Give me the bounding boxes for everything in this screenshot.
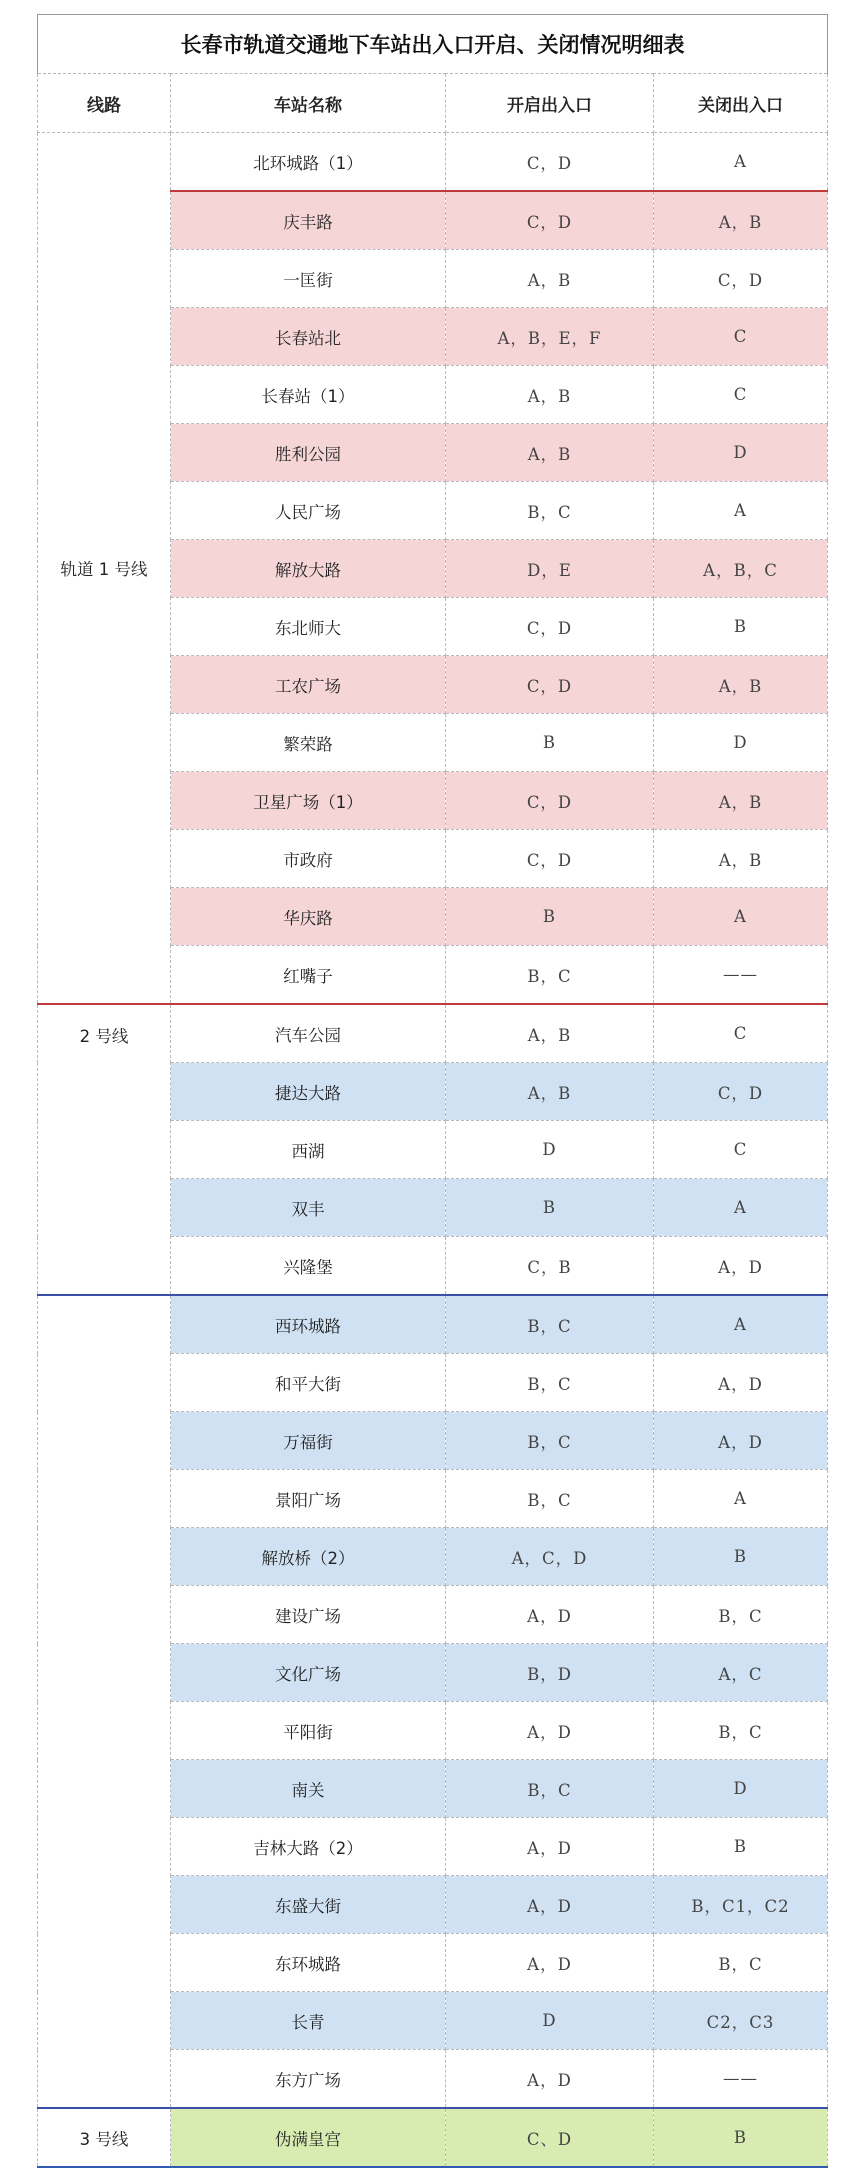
- closed-exits-cell: B，C: [654, 1586, 828, 1644]
- station-name-cell: 一匡街: [171, 250, 446, 308]
- title-row: [38, 15, 828, 74]
- open-exits-cell: C、D: [446, 2108, 654, 2167]
- closed-exits-cell: B，C: [654, 1702, 828, 1760]
- station-name-cell: 和平大街: [171, 1354, 446, 1412]
- line-name-cell: 轨道 1 号线: [38, 133, 171, 1005]
- closed-exits-cell: B: [654, 1818, 828, 1876]
- station-name-cell: 伪满皇宫: [171, 2108, 446, 2167]
- table-row: [38, 133, 828, 192]
- station-name-cell: 市政府: [171, 830, 446, 888]
- closed-exits-cell: A，D: [654, 1354, 828, 1412]
- closed-exits-cell: A: [654, 1470, 828, 1528]
- open-exits-cell: C，D: [446, 830, 654, 888]
- open-exits-cell: A，B: [446, 1004, 654, 1063]
- open-exits-cell: B: [446, 714, 654, 772]
- station-name-cell: 胜利公园: [171, 424, 446, 482]
- open-exits-cell: C，D: [446, 772, 654, 830]
- station-name-cell: 卫星广场（1）: [171, 772, 446, 830]
- station-name-cell: 平阳街: [171, 1702, 446, 1760]
- open-exits-cell: A，D: [446, 1934, 654, 1992]
- open-exits-cell: A，B: [446, 250, 654, 308]
- closed-exits-cell: A: [654, 133, 828, 192]
- closed-exits-cell: C: [654, 366, 828, 424]
- table-row: [38, 2108, 828, 2167]
- station-name-cell: 吉林大路（2）: [171, 1818, 446, 1876]
- open-exits-cell: A，C，D: [446, 1528, 654, 1586]
- station-name-cell: 华庆路: [171, 888, 446, 946]
- closed-exits-cell: A，B: [654, 830, 828, 888]
- open-exits-cell: C，B: [446, 1237, 654, 1296]
- station-name-cell: 东方广场: [171, 2050, 446, 2109]
- open-exits-cell: B，D: [446, 1644, 654, 1702]
- station-name-cell: 东环城路: [171, 1934, 446, 1992]
- closed-exits-cell: D: [654, 714, 828, 772]
- closed-exits-cell: A，D: [654, 1412, 828, 1470]
- station-name-cell: 东盛大街: [171, 1876, 446, 1934]
- closed-exits-cell: A，B: [654, 772, 828, 830]
- station-name-cell: 人民广场: [171, 482, 446, 540]
- header-station: 车站名称: [171, 74, 446, 133]
- open-exits-cell: D，E: [446, 540, 654, 598]
- closed-exits-cell: A，D: [654, 1237, 828, 1296]
- closed-exits-cell: D: [654, 1760, 828, 1818]
- closed-exits-cell: C2，C3: [654, 1992, 828, 2050]
- open-exits-cell: A，D: [446, 1702, 654, 1760]
- station-name-cell: 长青: [171, 1992, 446, 2050]
- open-exits-cell: A，D: [446, 1876, 654, 1934]
- station-name-cell: 解放桥（2）: [171, 1528, 446, 1586]
- station-name-cell: 捷达大路: [171, 1063, 446, 1121]
- closed-exits-cell: C，D: [654, 1063, 828, 1121]
- open-exits-cell: C，D: [446, 191, 654, 250]
- open-exits-cell: B，C: [446, 1295, 654, 1354]
- station-name-cell: 西环城路: [171, 1295, 446, 1354]
- table-body: [38, 133, 828, 2168]
- station-name-cell: 红嘴子: [171, 946, 446, 1005]
- closed-exits-cell: A，B: [654, 656, 828, 714]
- open-exits-cell: A，B: [446, 424, 654, 482]
- station-name-cell: 汽车公园: [171, 1004, 446, 1063]
- open-exits-cell: D: [446, 1992, 654, 2050]
- station-name-cell: 文化广场: [171, 1644, 446, 1702]
- closed-exits-cell: B，C: [654, 1934, 828, 1992]
- table-row: [38, 1004, 828, 1063]
- open-exits-cell: B: [446, 1179, 654, 1237]
- open-exits-cell: B，C: [446, 1412, 654, 1470]
- station-name-cell: 万福街: [171, 1412, 446, 1470]
- closed-exits-cell: ——: [654, 2050, 828, 2109]
- closed-exits-cell: B: [654, 598, 828, 656]
- closed-exits-cell: A，C: [654, 1644, 828, 1702]
- station-name-cell: 解放大路: [171, 540, 446, 598]
- closed-exits-cell: B，C1，C2: [654, 1876, 828, 1934]
- station-name-cell: 西湖: [171, 1121, 446, 1179]
- station-name-cell: 双丰: [171, 1179, 446, 1237]
- station-table: [37, 14, 828, 2168]
- closed-exits-cell: A: [654, 888, 828, 946]
- table-row: [38, 1295, 828, 1354]
- station-name-cell: 繁荣路: [171, 714, 446, 772]
- open-exits-cell: B，C: [446, 482, 654, 540]
- station-name-cell: 庆丰路: [171, 191, 446, 250]
- station-name-cell: 兴隆堡: [171, 1237, 446, 1296]
- station-name-cell: 建设广场: [171, 1586, 446, 1644]
- open-exits-cell: A，B: [446, 1063, 654, 1121]
- open-exits-cell: B，C: [446, 1470, 654, 1528]
- open-exits-cell: A，B: [446, 366, 654, 424]
- station-name-cell: 东北师大: [171, 598, 446, 656]
- open-exits-cell: A，D: [446, 2050, 654, 2109]
- open-exits-cell: B，C: [446, 1760, 654, 1818]
- open-exits-cell: A，B，E，F: [446, 308, 654, 366]
- station-name-cell: 长春站（1）: [171, 366, 446, 424]
- station-name-cell: 南关: [171, 1760, 446, 1818]
- open-exits-cell: B，C: [446, 1354, 654, 1412]
- station-name-cell: 长春站北: [171, 308, 446, 366]
- open-exits-cell: C，D: [446, 133, 654, 192]
- closed-exits-cell: ——: [654, 946, 828, 1005]
- table-title: 长春市轨道交通地下车站出入口开启、关闭情况明细表: [38, 15, 828, 74]
- closed-exits-cell: A: [654, 482, 828, 540]
- open-exits-cell: A，D: [446, 1586, 654, 1644]
- closed-exits-cell: A: [654, 1179, 828, 1237]
- closed-exits-cell: B: [654, 2108, 828, 2167]
- closed-exits-cell: D: [654, 424, 828, 482]
- line-name-cell: [38, 1295, 171, 2108]
- open-exits-cell: D: [446, 1121, 654, 1179]
- closed-exits-cell: C: [654, 1121, 828, 1179]
- station-name-cell: 工农广场: [171, 656, 446, 714]
- header-line: 线路: [38, 74, 171, 133]
- header-open: 开启出入口: [446, 74, 654, 133]
- open-exits-cell: B: [446, 888, 654, 946]
- closed-exits-cell: C，D: [654, 250, 828, 308]
- station-name-cell: 景阳广场: [171, 1470, 446, 1528]
- closed-exits-cell: A，B: [654, 191, 828, 250]
- open-exits-cell: C，D: [446, 598, 654, 656]
- closed-exits-cell: C: [654, 308, 828, 366]
- closed-exits-cell: A: [654, 1295, 828, 1354]
- header-closed: 关闭出入口: [654, 74, 828, 133]
- closed-exits-cell: C: [654, 1004, 828, 1063]
- open-exits-cell: B，C: [446, 946, 654, 1005]
- line-name-cell: 2 号线: [38, 1004, 171, 1295]
- line-name-cell: 3 号线: [38, 2108, 171, 2167]
- open-exits-cell: A，D: [446, 1818, 654, 1876]
- closed-exits-cell: B: [654, 1528, 828, 1586]
- header-row: [38, 74, 828, 133]
- closed-exits-cell: A，B，C: [654, 540, 828, 598]
- station-name-cell: 北环城路（1）: [171, 133, 446, 192]
- open-exits-cell: C，D: [446, 656, 654, 714]
